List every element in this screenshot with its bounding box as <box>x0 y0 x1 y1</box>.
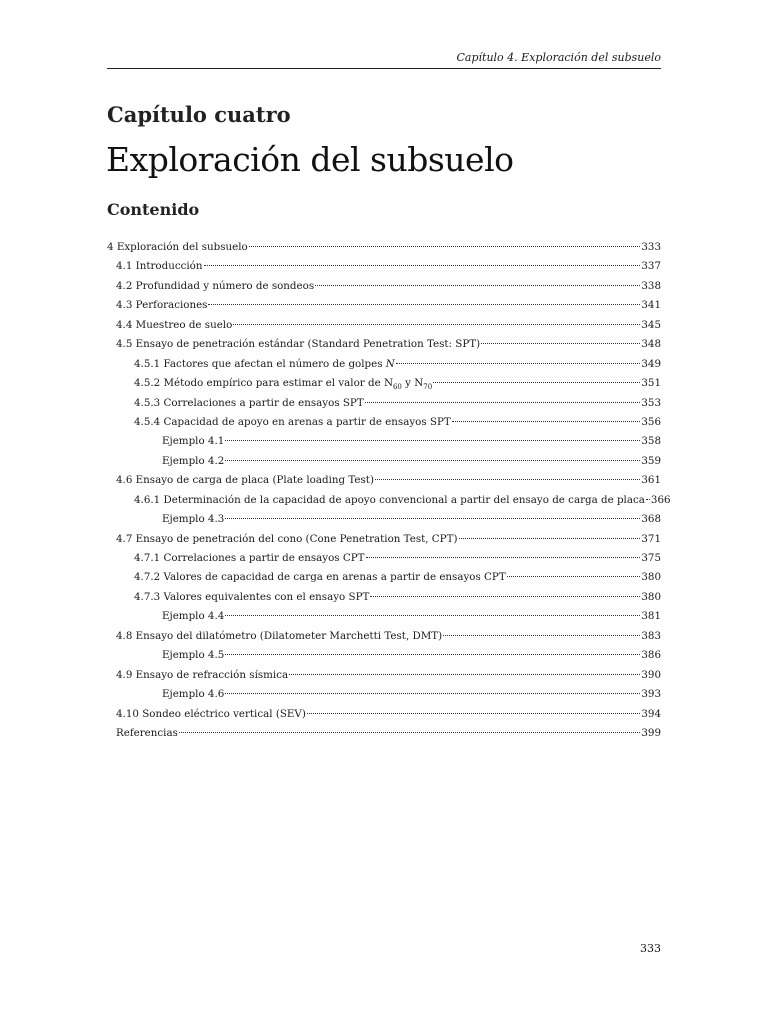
toc-entry-title: 4 Exploración del subsuelo <box>107 241 248 253</box>
toc-entry[interactable] <box>107 296 661 315</box>
toc-dot-leader <box>249 246 641 247</box>
toc-entry-page: 393 <box>641 688 661 701</box>
toc-entry-title: Ejemplo 4.4 <box>162 610 225 623</box>
toc-entry-page: 341 <box>641 299 661 312</box>
toc-entry-title: 4.6.1 Determinación de la capacidad de apoyo convencional a partir del ensayo de carga de placa <box>134 493 645 506</box>
chapter-label: Capítulo cuatro <box>107 102 291 127</box>
toc-entry[interactable] <box>107 646 661 665</box>
toc-dot-leader <box>204 265 641 266</box>
toc-entry-title: 4.3 Perforaciones <box>116 299 208 312</box>
toc-entry-page: 337 <box>641 260 661 273</box>
toc-entry-page: 375 <box>641 552 661 564</box>
toc-dot-leader <box>646 499 650 500</box>
toc-entry-page: 358 <box>641 435 661 448</box>
toc-dot-leader <box>225 654 640 655</box>
toc-entry-page: 381 <box>641 610 661 623</box>
toc-dot-leader <box>481 343 640 344</box>
toc-entry[interactable] <box>107 491 671 510</box>
toc-entry[interactable] <box>107 588 661 607</box>
toc-entry-title: 4.7.3 Valores equivalentes con el ensayo SPT <box>134 590 370 603</box>
toc-dot-leader <box>452 421 641 422</box>
page-number: 333 <box>640 942 661 955</box>
toc-dot-leader <box>315 285 640 286</box>
toc-entry-page: 353 <box>641 396 661 409</box>
toc-dot-leader <box>225 615 640 616</box>
toc-entry-title: Ejemplo 4.1 <box>162 435 225 448</box>
toc-entry[interactable] <box>107 627 661 646</box>
toc-entry-page: 380 <box>641 571 661 584</box>
toc-entry[interactable] <box>107 238 661 257</box>
toc-entry-title: 4.5.1 Factores que afectan el número de golpes N <box>134 357 395 370</box>
toc-entry-title: 4.5 Ensayo de penetración estándar (Standard Penetration Test: SPT) <box>116 338 481 351</box>
toc-dot-leader <box>443 635 640 636</box>
toc-entry[interactable] <box>107 549 661 568</box>
toc-entry-title: 4.5.2 Método empírico para estimar el valor de $N_{60}$ y $N_{70}$ <box>134 377 433 392</box>
toc-dot-leader <box>366 557 641 558</box>
toc-entry[interactable] <box>107 432 661 451</box>
toc-entry-page: 394 <box>641 707 661 720</box>
toc-entry[interactable] <box>107 607 661 626</box>
toc-entry[interactable] <box>107 510 661 529</box>
toc-entry[interactable] <box>107 452 661 471</box>
toc-entry-title: Ejemplo 4.6 <box>162 688 225 701</box>
toc-entry-title: 4.4 Muestreo de suelo <box>116 318 233 331</box>
toc-dot-leader <box>307 713 640 714</box>
toc-entry[interactable] <box>107 568 661 587</box>
toc-dot-leader <box>459 538 641 539</box>
toc-entry-page: 361 <box>641 474 661 487</box>
toc-entry[interactable] <box>107 705 661 724</box>
toc-entry-title: 4.7.1 Correlaciones a partir de ensayos CPT <box>134 552 365 564</box>
toc-dot-leader <box>507 576 641 577</box>
toc-entry-page: 386 <box>641 649 661 662</box>
toc-dot-leader <box>433 382 640 383</box>
toc-entry[interactable] <box>107 257 661 276</box>
toc-entry[interactable] <box>107 316 661 335</box>
toc-entry[interactable] <box>107 471 661 490</box>
toc-entry-page: 366 <box>650 493 671 506</box>
toc-entry-page: 368 <box>641 513 661 526</box>
toc-entry-title: 4.1 Introducción <box>116 260 203 273</box>
toc-dot-leader <box>225 518 640 519</box>
toc-dot-leader <box>233 324 640 325</box>
toc-entry-title: 4.9 Ensayo de refracción sísmica <box>116 668 289 681</box>
toc-entry[interactable] <box>107 413 661 432</box>
toc-entry-title: 4.6 Ensayo de carga de placa (Plate loading Test) <box>116 474 374 487</box>
toc-dot-leader <box>396 363 641 364</box>
toc-entry-page: 351 <box>641 377 661 390</box>
toc-dot-leader <box>375 479 640 480</box>
toc-entry-title: Ejemplo 4.5 <box>162 649 225 662</box>
toc-entry-page: 371 <box>641 532 661 545</box>
toc-entry-title: 4.5.3 Correlaciones a partir de ensayos SPT <box>134 396 364 409</box>
toc-dot-leader <box>225 440 640 441</box>
toc-entry-page: 359 <box>641 454 661 467</box>
toc-entry-page: 380 <box>641 590 661 603</box>
toc-entry-page: 356 <box>641 415 661 428</box>
toc-entry-page: 390 <box>641 668 661 681</box>
toc-entry-title: 4.7 Ensayo de penetración del cono (Cone Penetration Test, CPT) <box>116 532 458 545</box>
toc-dot-leader <box>289 674 640 675</box>
toc-entry[interactable] <box>107 374 661 393</box>
toc-entry-page: 348 <box>641 338 661 351</box>
toc-entry-page: 383 <box>641 629 661 642</box>
toc-dot-leader <box>208 304 640 305</box>
toc-dot-leader <box>225 460 640 461</box>
toc-dot-leader <box>179 732 640 733</box>
toc-entry[interactable] <box>107 724 661 743</box>
toc-entry[interactable] <box>107 666 661 685</box>
toc-dot-leader <box>370 596 640 597</box>
toc-entry[interactable] <box>107 530 661 549</box>
chapter-title: Exploración del subsuelo <box>106 140 514 179</box>
toc-entry[interactable] <box>107 685 661 704</box>
toc-entry-title: 4.5.4 Capacidad de apoyo en arenas a partir de ensayos SPT <box>134 415 451 428</box>
toc-entry[interactable] <box>107 335 661 354</box>
running-header: Capítulo 4. Exploración del subsuelo <box>107 51 661 69</box>
toc-entry[interactable] <box>107 355 661 374</box>
table-of-contents <box>107 238 671 743</box>
toc-entry-title: 4.8 Ensayo del dilatómetro (Dilatometer Marchetti Test, DMT) <box>116 629 443 642</box>
toc-entry-page: 345 <box>641 318 661 331</box>
toc-entry-title: 4.2 Profundidad y número de sondeos <box>116 279 315 292</box>
contents-heading: Contenido <box>107 200 200 219</box>
toc-entry-page: 338 <box>641 279 661 292</box>
toc-dot-leader <box>225 693 640 694</box>
toc-entry-page: 333 <box>641 241 661 253</box>
toc-entry-title: 4.10 Sondeo eléctrico vertical (SEV) <box>116 707 306 720</box>
toc-entry[interactable] <box>107 277 661 296</box>
toc-dot-leader <box>365 402 641 403</box>
toc-entry-page: 399 <box>641 726 661 739</box>
toc-entry-title: 4.7.2 Valores de capacidad de carga en arenas a partir de ensayos CPT <box>134 571 506 584</box>
toc-entry-title: Referencias <box>116 726 178 739</box>
toc-entry-title: Ejemplo 4.2 <box>162 454 225 467</box>
toc-entry-title: Ejemplo 4.3 <box>162 513 225 526</box>
toc-entry-page: 349 <box>641 357 661 370</box>
